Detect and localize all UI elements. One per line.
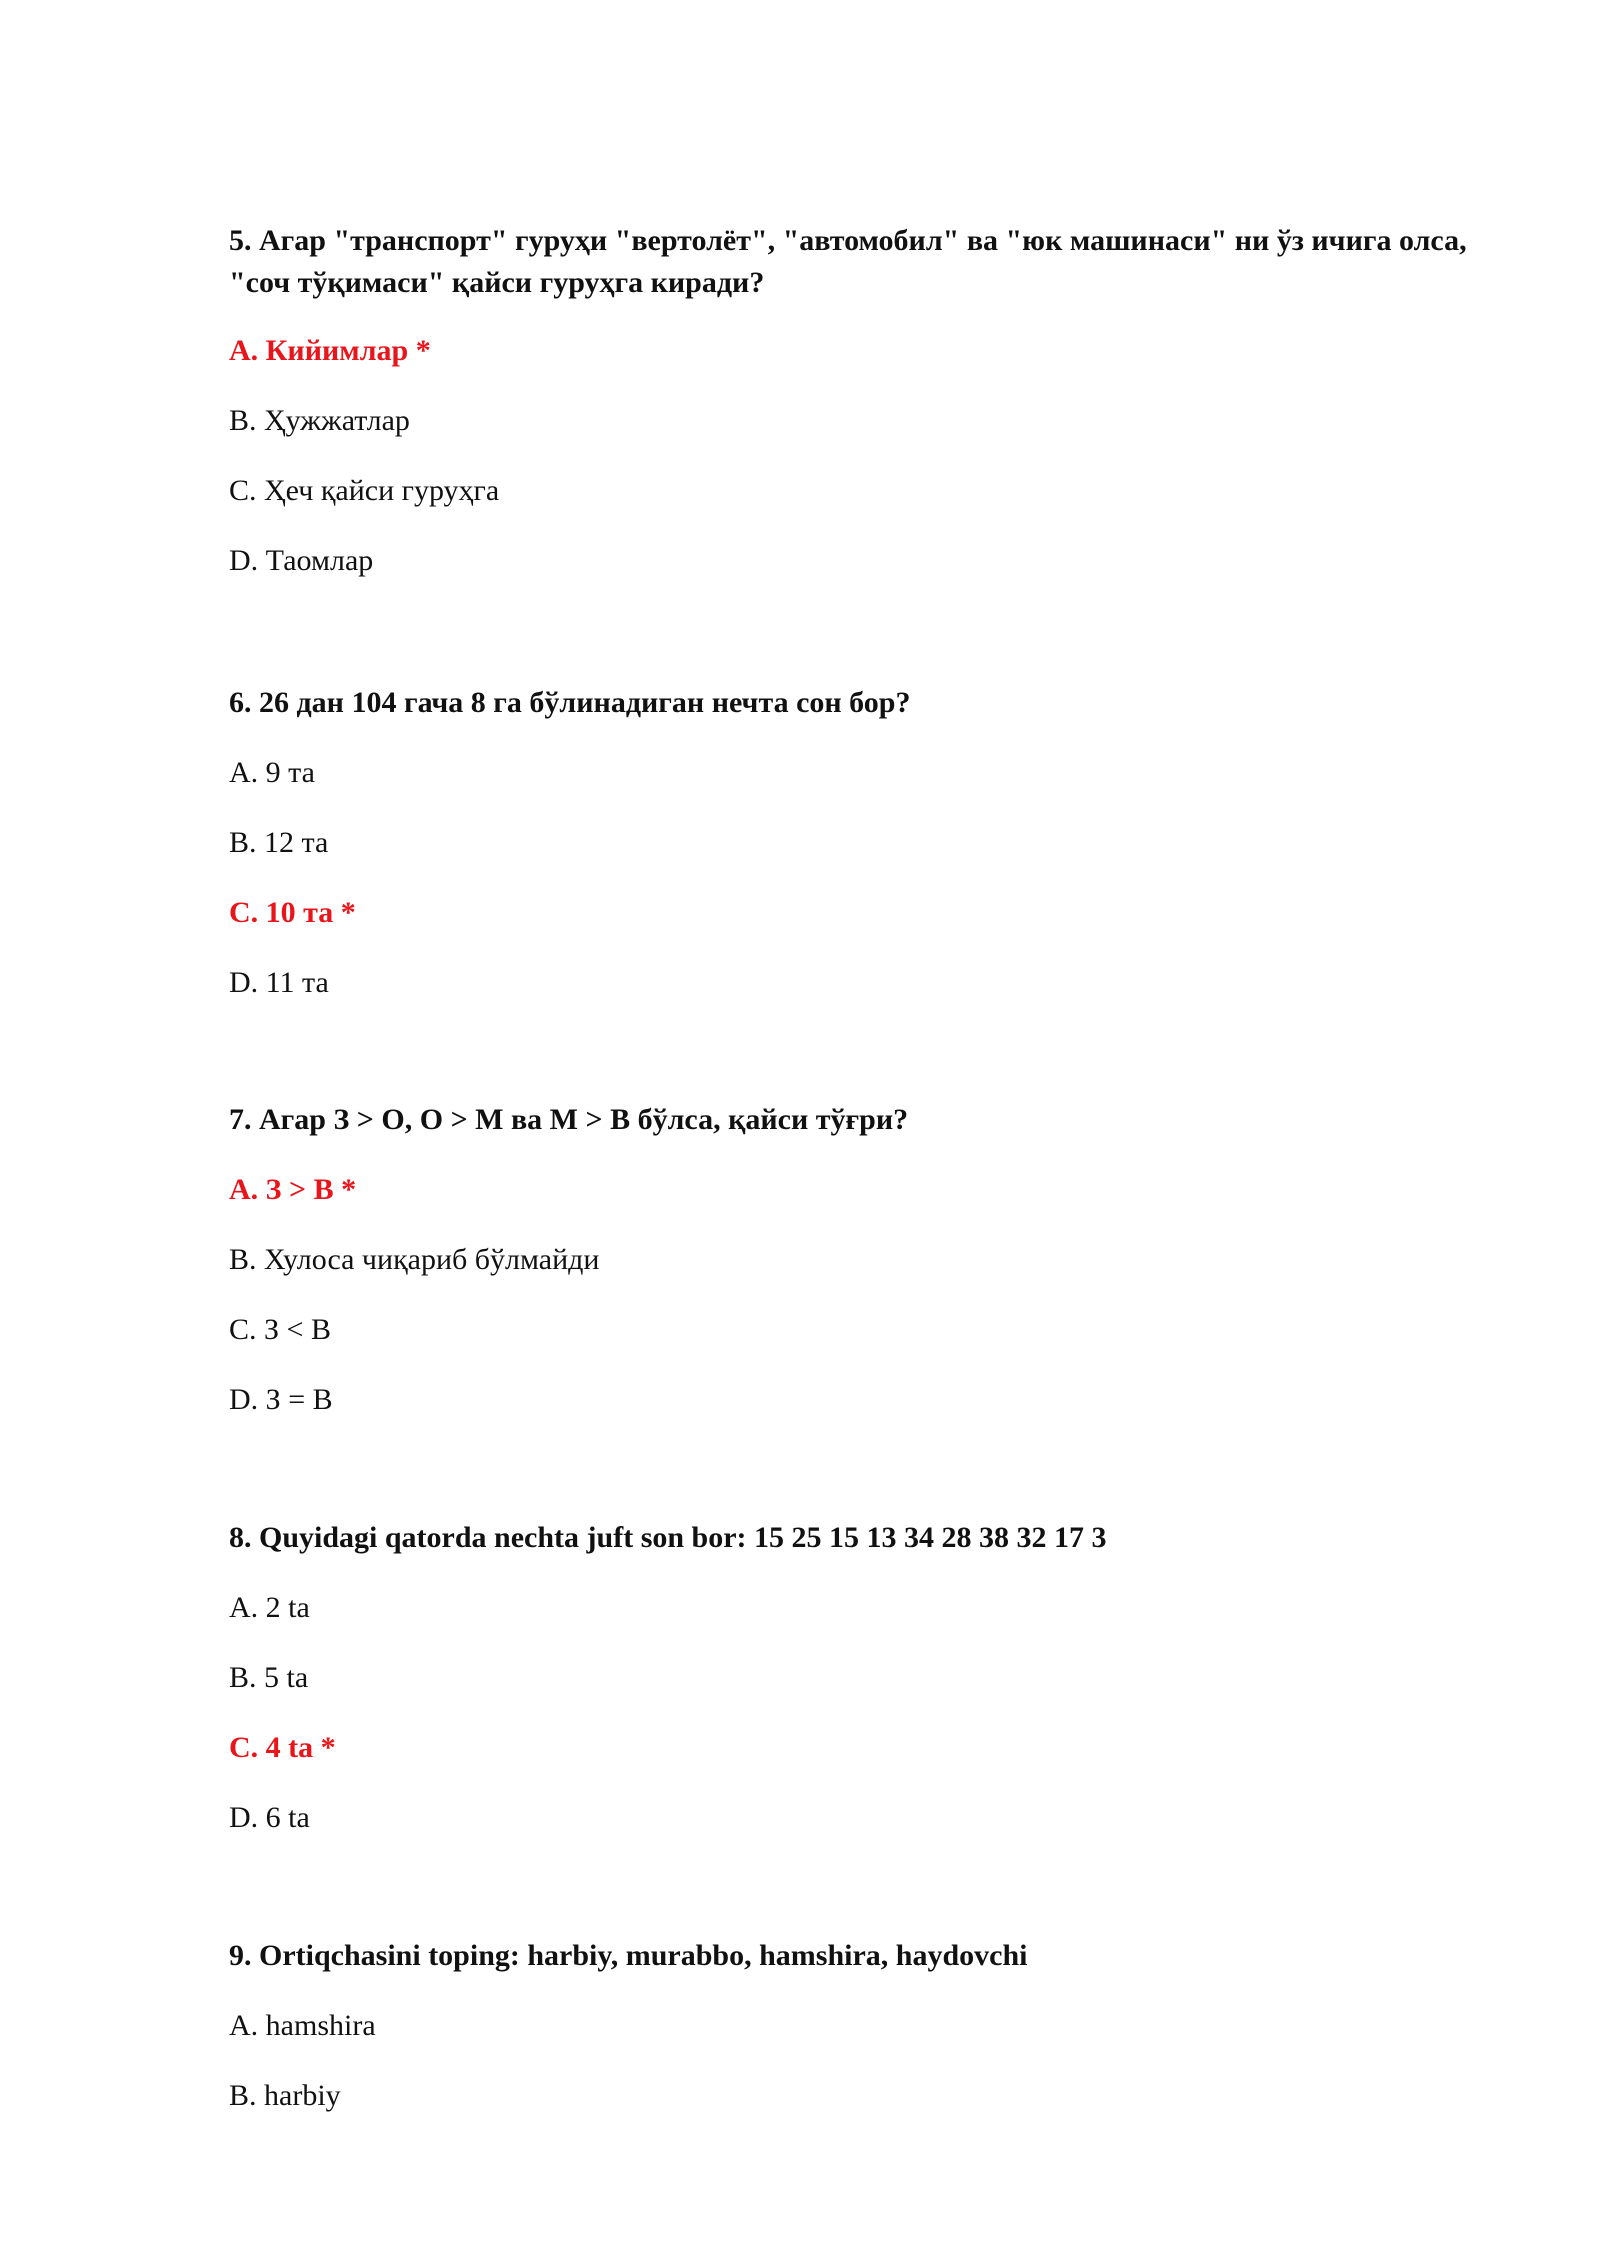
option-a: A. 9 та xyxy=(229,756,315,789)
option-b: B. harbiy xyxy=(229,2079,341,2112)
option-c: C. З < В xyxy=(229,1313,331,1346)
option-a: A. 2 ta xyxy=(229,1591,310,1624)
question-title: 9. Ortiqchasini toping: harbiy, murabbo, hamshira, haydovchi xyxy=(229,1939,1028,1972)
option-c: C. 4 ta * xyxy=(229,1731,336,1764)
question-title: 8. Quyidagi qatorda nechta juft son bor: 15 25 15 13 34 28 38 32 17 3 xyxy=(229,1521,1107,1554)
question-9 xyxy=(229,1935,1529,2112)
option-b: B. Хулоса чиқариб бўлмайди xyxy=(229,1243,600,1276)
option-c: C. 10 та * xyxy=(229,896,356,929)
option-a: A. hamshira xyxy=(229,2009,376,2042)
option-d: D. З = В xyxy=(229,1383,333,1416)
question-7 xyxy=(229,1099,1529,1416)
question-title: 5. Агар "транспорт" гуруҳи "вертолёт", "автомобил" ва "юк машинаси" ни ўз ичига олса, "соч тўқимаси" қайси гуруҳга киради? xyxy=(229,224,1467,299)
option-d: D. 6 ta xyxy=(229,1801,310,1834)
question-5 xyxy=(229,220,1529,577)
question-8 xyxy=(229,1517,1529,1834)
option-b: B. 12 та xyxy=(229,826,329,859)
option-c: C. Ҳеч қайси гуруҳга xyxy=(229,474,500,507)
option-d: D. Таомлар xyxy=(229,544,374,577)
option-b: B. 5 ta xyxy=(229,1661,309,1694)
option-a: A. З > В * xyxy=(229,1173,357,1206)
question-title: 7. Агар З > О, О > М ва М > В бўлса, қайси тўғри? xyxy=(229,1103,909,1136)
question-6 xyxy=(229,682,1529,999)
question-title: 6. 26 дан 104 гача 8 га бўлинадиган нечта сон бор? xyxy=(229,686,911,719)
option-d: D. 11 та xyxy=(229,966,329,999)
option-a: A. Кийимлар * xyxy=(229,334,431,367)
option-b: B. Ҳужжатлар xyxy=(229,404,410,437)
